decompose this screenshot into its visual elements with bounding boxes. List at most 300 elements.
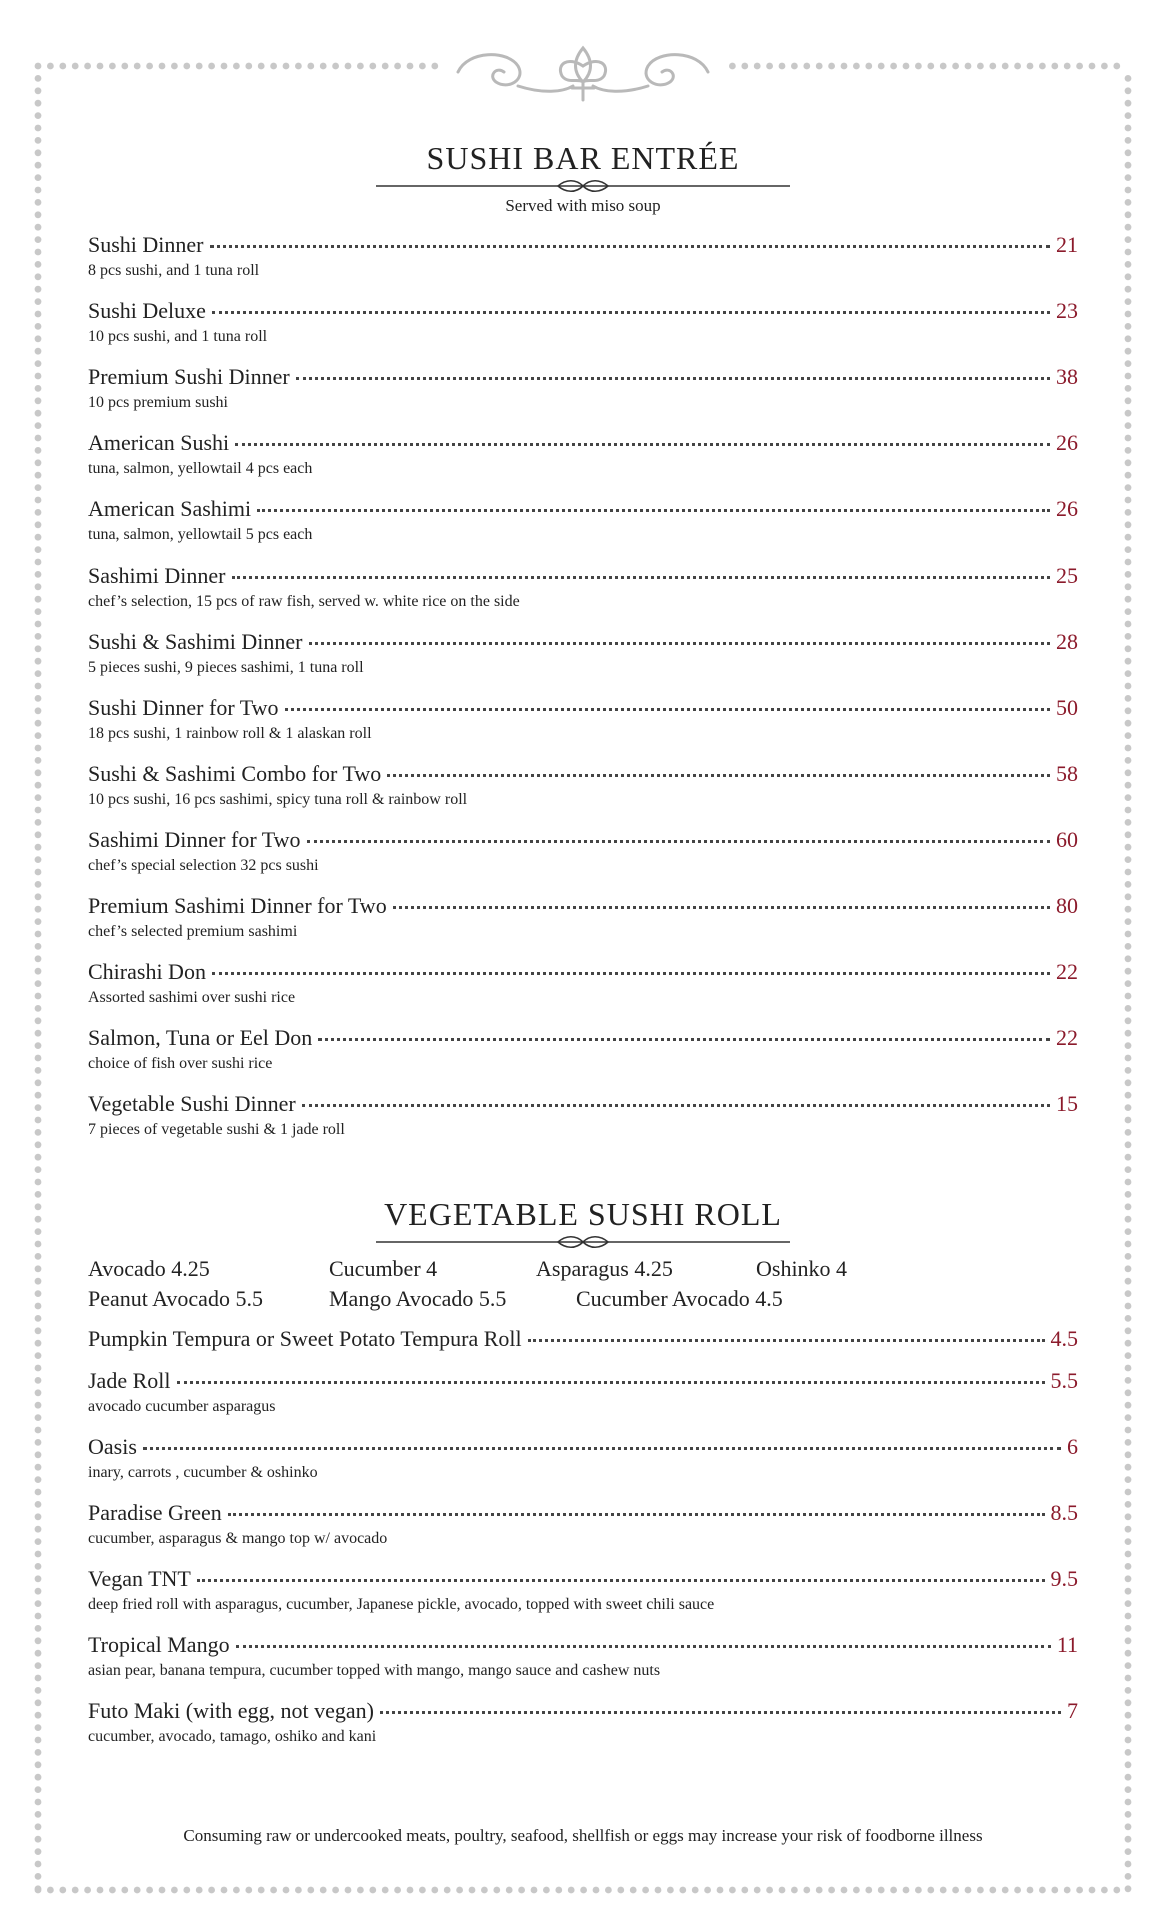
border-dot — [1125, 298, 1132, 305]
border-dot — [134, 1887, 141, 1894]
border-dot — [1125, 422, 1132, 429]
menu-item — [88, 1500, 1078, 1548]
border-dot — [729, 1887, 736, 1894]
border-dot — [1064, 63, 1071, 70]
border-dot — [35, 472, 42, 479]
border-dot — [1125, 1414, 1132, 1421]
border-dot — [469, 1887, 476, 1894]
border-dot — [35, 968, 42, 975]
menu-item-name: Tropical Mango — [88, 1632, 230, 1657]
menu-item-price: 21 — [1056, 232, 1078, 257]
menu-item-description: choice of fish over sushi rice — [88, 1055, 273, 1073]
border-dot — [1125, 1104, 1132, 1111]
border-dot — [1125, 918, 1132, 925]
border-dot — [1125, 149, 1132, 156]
menu-item-name: Sushi Dinner — [88, 232, 204, 257]
border-dot — [1125, 931, 1132, 938]
border-dot — [1125, 1563, 1132, 1570]
border-dot — [1125, 1761, 1132, 1768]
border-dot — [1125, 559, 1132, 566]
border-dot — [1125, 1811, 1132, 1818]
border-dot — [1125, 683, 1132, 690]
border-dot — [717, 1887, 724, 1894]
border-dot — [1125, 993, 1132, 1000]
border-dot — [1125, 1216, 1132, 1223]
menu-item-name: Futo Maki (with egg, not vegan) — [88, 1698, 374, 1723]
border-dot — [121, 63, 128, 70]
border-dot — [1125, 1129, 1132, 1136]
menu-item — [88, 1091, 1078, 1139]
title-divider-rule — [376, 1235, 790, 1249]
border-dot — [35, 1513, 42, 1520]
border-dot — [35, 1476, 42, 1483]
border-dot — [35, 807, 42, 814]
border-dot — [35, 993, 42, 1000]
veg-simple-roll: Oshinko 4 — [756, 1256, 848, 1281]
menu-item-name: American Sashimi — [88, 496, 252, 522]
border-dot — [1125, 943, 1132, 950]
menu-item-line — [88, 496, 1078, 524]
menu-item-price: 50 — [1056, 694, 1078, 720]
border-dot — [35, 1501, 42, 1508]
border-dot — [1027, 63, 1034, 70]
border-dot — [1125, 1575, 1132, 1582]
border-dot — [1125, 757, 1132, 764]
border-dot — [1125, 621, 1132, 628]
border-dot — [1051, 1887, 1058, 1894]
dot-leader — [380, 1709, 1061, 1714]
border-dot — [35, 720, 42, 727]
border-dot — [35, 1724, 42, 1731]
border-dot — [208, 1887, 215, 1894]
border-dot — [989, 1887, 996, 1894]
border-dot — [35, 1092, 42, 1099]
border-dot — [977, 1887, 984, 1894]
menu-item-description: 8 pcs sushi, and 1 tuna roll — [88, 262, 260, 279]
menu-item-line — [88, 1368, 1078, 1396]
border-dot — [1125, 323, 1132, 330]
dot-leader — [212, 970, 1050, 975]
dot-leader — [296, 375, 1050, 380]
border-dot — [1113, 1887, 1120, 1894]
border-dot — [35, 1290, 42, 1297]
dot-leader — [235, 441, 1050, 446]
border-dot — [35, 1637, 42, 1644]
border-dot — [1125, 769, 1132, 776]
border-dot — [617, 1887, 624, 1894]
menu-item-line — [88, 893, 1078, 921]
border-dot — [35, 137, 42, 144]
menu-item-name: American Sushi — [88, 430, 230, 456]
border-dot — [35, 447, 42, 454]
border-dot — [1125, 633, 1132, 640]
border-dot — [35, 521, 42, 528]
border-dot — [543, 1887, 550, 1894]
border-dot — [196, 1887, 203, 1894]
border-dot — [47, 1887, 54, 1894]
menu-item-price: 22 — [1056, 1025, 1078, 1051]
border-dot — [1125, 112, 1132, 119]
border-dot — [35, 373, 42, 380]
menu-item-name: Paradise Green — [88, 1500, 222, 1525]
border-dot — [183, 1887, 190, 1894]
border-dot — [952, 63, 959, 70]
border-dot — [35, 1427, 42, 1434]
border-dot — [1125, 583, 1132, 590]
border-dot — [146, 1887, 153, 1894]
border-dot — [1125, 1055, 1132, 1062]
menu-item-price: 7 — [1067, 1698, 1078, 1723]
border-dot — [1125, 955, 1132, 962]
menu-item-description: chef’s selected premium sashimi — [88, 923, 298, 940]
border-dot — [1101, 1887, 1108, 1894]
veg-simple-roll: Asparagus 4.25 — [536, 1256, 673, 1281]
border-dot — [345, 1887, 352, 1894]
menu-item-description: 5 pieces sushi, 9 pieces sashimi, 1 tuna roll — [88, 658, 364, 676]
dot-leader — [307, 838, 1050, 843]
veg-simple-roll: Cucumber Avocado 4.5 — [576, 1286, 783, 1311]
menu-item-price: 28 — [1056, 628, 1078, 654]
menu-item-description: cucumber, asparagus & mango top w/ avocado — [88, 1530, 388, 1547]
border-dot — [35, 1873, 42, 1880]
border-dot — [35, 224, 42, 231]
menu-item-name: Sushi Dinner for Two — [88, 694, 279, 720]
border-dot — [283, 1887, 290, 1894]
border-dot — [35, 633, 42, 640]
border-dot — [952, 1887, 959, 1894]
border-dot — [35, 348, 42, 355]
border-dot — [35, 1129, 42, 1136]
border-dot — [679, 1887, 686, 1894]
border-dot — [35, 187, 42, 194]
border-dot — [97, 63, 104, 70]
border-dot — [1125, 1526, 1132, 1533]
border-dot — [1125, 348, 1132, 355]
border-dot — [1125, 534, 1132, 541]
border-dot — [1125, 1402, 1132, 1409]
border-dot — [828, 1887, 835, 1894]
border-dot — [1125, 1737, 1132, 1744]
menu-item-description: Assorted sashimi over sushi rice — [88, 989, 296, 1007]
border-dot — [1125, 286, 1132, 293]
border-dot — [35, 484, 42, 491]
border-dot — [1125, 732, 1132, 739]
border-dot — [754, 1887, 761, 1894]
border-dot — [841, 1887, 848, 1894]
border-dot — [1125, 1712, 1132, 1719]
border-dot — [779, 63, 786, 70]
border-dot — [183, 63, 190, 70]
border-dot — [35, 782, 42, 789]
border-dot — [741, 63, 748, 70]
menu-item — [88, 1698, 1078, 1746]
border-dot — [1125, 199, 1132, 206]
veg-simple-roll: Avocado 4.25 — [88, 1256, 210, 1281]
border-dot — [1125, 1315, 1132, 1322]
border-dot — [357, 63, 364, 70]
border-dot — [506, 1887, 513, 1894]
border-dot — [35, 1340, 42, 1347]
border-dot — [1089, 63, 1096, 70]
border-dot — [431, 63, 438, 70]
border-dot — [1125, 187, 1132, 194]
menu-item-description: 10 pcs sushi, and 1 tuna roll — [88, 328, 268, 346]
border-dot — [1125, 373, 1132, 380]
border-dot — [35, 1067, 42, 1074]
border-dot — [35, 1489, 42, 1496]
border-dot — [1125, 968, 1132, 975]
border-dot — [35, 534, 42, 541]
border-dot — [1125, 1687, 1132, 1694]
menu-item-description: 7 pieces of vegetable sushi & 1 jade roll — [88, 1121, 345, 1139]
border-dot — [35, 732, 42, 739]
border-dot — [989, 63, 996, 70]
border-dot — [493, 1887, 500, 1894]
border-dot — [35, 1265, 42, 1272]
border-dot — [35, 943, 42, 950]
border-dot — [1125, 125, 1132, 132]
border-dot — [345, 63, 352, 70]
border-dot — [35, 869, 42, 876]
border-dot — [35, 249, 42, 256]
border-dot — [35, 125, 42, 132]
border-dot — [35, 397, 42, 404]
border-dot — [1125, 1501, 1132, 1508]
menu-item-name: Jade Roll — [88, 1368, 171, 1393]
border-dot — [35, 794, 42, 801]
border-dot — [35, 1117, 42, 1124]
dot-leader — [257, 507, 1050, 512]
border-dot — [35, 658, 42, 665]
border-dot — [1125, 360, 1132, 367]
border-dot — [221, 63, 228, 70]
border-dot — [59, 63, 66, 70]
border-dot — [1125, 236, 1132, 243]
border-dot — [1125, 658, 1132, 665]
border-dot — [667, 1887, 674, 1894]
border-dot — [431, 1887, 438, 1894]
border-dot — [35, 1464, 42, 1471]
menu-item-name: Sushi & Sashimi Combo for Two — [88, 760, 382, 786]
border-dot — [1125, 1861, 1132, 1868]
border-dot — [35, 1538, 42, 1545]
border-dot — [35, 1203, 42, 1210]
sushi-bar-title: SUSHI BAR ENTRÉE — [426, 140, 740, 176]
border-dot — [1125, 869, 1132, 876]
border-dot — [1125, 1885, 1132, 1892]
border-dot — [1125, 385, 1132, 392]
border-dot — [35, 931, 42, 938]
border-dot — [35, 695, 42, 702]
border-dot — [382, 63, 389, 70]
border-dot — [1125, 1340, 1132, 1347]
dot-leader — [210, 243, 1051, 248]
border-dot — [357, 1887, 364, 1894]
border-dot — [35, 546, 42, 553]
border-dot — [444, 1887, 451, 1894]
border-dot — [1125, 807, 1132, 814]
border-dot — [35, 1030, 42, 1037]
border-dot — [35, 1439, 42, 1446]
menu-item-price: 9.5 — [1050, 1566, 1078, 1591]
border-dot — [1125, 311, 1132, 318]
border-dot — [35, 360, 42, 367]
border-dot — [35, 831, 42, 838]
border-dot — [1125, 1588, 1132, 1595]
border-dot — [35, 459, 42, 466]
border-dot — [233, 63, 240, 70]
border-dot — [1125, 1451, 1132, 1458]
border-dot — [531, 1887, 538, 1894]
border-dot — [159, 63, 166, 70]
menu-item-description: chef’s special selection 32 pcs sushi — [88, 856, 319, 874]
menu-item-description: tuna, salmon, yellowtail 4 pcs each — [88, 460, 313, 478]
dot-leader — [302, 1102, 1050, 1107]
border-dot — [35, 298, 42, 305]
border-dot — [903, 63, 910, 70]
border-dot — [35, 1005, 42, 1012]
dot-leader — [212, 309, 1050, 314]
menu-item-line — [88, 1326, 1078, 1354]
border-dot — [1125, 645, 1132, 652]
border-dot — [1125, 509, 1132, 516]
menu-item-description: 10 pcs premium sushi — [88, 394, 228, 412]
border-dot — [35, 422, 42, 429]
border-dot — [35, 323, 42, 330]
border-dot — [1125, 1873, 1132, 1880]
border-dot — [903, 1887, 910, 1894]
border-dot — [35, 1141, 42, 1148]
menu-item-line — [88, 298, 1078, 326]
border-dot — [35, 1017, 42, 1024]
border-dot — [320, 63, 327, 70]
menu-item — [88, 893, 1078, 941]
border-dot — [295, 1887, 302, 1894]
border-dot — [35, 509, 42, 516]
menu-item-price: 11 — [1056, 1632, 1078, 1657]
border-dot — [35, 769, 42, 776]
border-dot — [1014, 1887, 1021, 1894]
menu-item — [88, 563, 1078, 611]
border-dot — [35, 980, 42, 987]
border-dot — [35, 410, 42, 417]
border-dot — [568, 1887, 575, 1894]
menu-item-price: 4.5 — [1050, 1326, 1078, 1351]
border-dot — [642, 1887, 649, 1894]
menu-item-description: tuna, salmon, yellowtail 5 pcs each — [88, 526, 313, 544]
dot-leader — [387, 772, 1050, 777]
border-dot — [35, 273, 42, 280]
menu-item-price: 8.5 — [1050, 1500, 1078, 1525]
menu-item-line — [88, 1632, 1078, 1660]
border-dot — [927, 63, 934, 70]
border-dot — [35, 1737, 42, 1744]
menu-item-line — [88, 563, 1078, 591]
border-dot — [35, 1848, 42, 1855]
border-dot — [1125, 1303, 1132, 1310]
border-dot — [270, 1887, 277, 1894]
border-dot — [940, 1887, 947, 1894]
border-dot — [84, 1887, 91, 1894]
menu-item — [88, 1326, 1078, 1354]
border-dot — [419, 63, 426, 70]
border-dot — [394, 63, 401, 70]
border-dot — [35, 1079, 42, 1086]
border-dot — [853, 1887, 860, 1894]
border-dot — [1125, 435, 1132, 442]
menu-item-price: 6 — [1067, 1434, 1078, 1459]
menu-item-price: 22 — [1056, 959, 1078, 985]
border-dot — [35, 1699, 42, 1706]
border-dot — [1125, 1476, 1132, 1483]
border-dot — [580, 1887, 587, 1894]
border-dot — [754, 63, 761, 70]
border-dot — [816, 63, 823, 70]
border-dot — [332, 63, 339, 70]
menu-item-description: deep fried roll with asparagus, cucumber, Japanese pickle, avocado, topped with sweet chili sauce — [88, 1596, 715, 1613]
border-dot — [283, 63, 290, 70]
border-dot — [1125, 1625, 1132, 1632]
border-dot — [307, 63, 314, 70]
border-dot — [1125, 1489, 1132, 1496]
border-dot — [791, 1887, 798, 1894]
border-dot — [196, 63, 203, 70]
border-dot — [605, 1887, 612, 1894]
border-dot — [803, 63, 810, 70]
border-dot — [35, 286, 42, 293]
border-dot — [704, 1887, 711, 1894]
border-dot — [35, 1613, 42, 1620]
border-dot — [1125, 844, 1132, 851]
menu-item — [88, 1368, 1078, 1416]
dot-leader — [309, 640, 1050, 645]
border-dot — [35, 955, 42, 962]
menu-item — [88, 364, 1078, 412]
fleur-de-lis-ornament-icon — [448, 42, 718, 104]
border-dot — [320, 1887, 327, 1894]
border-dot — [1125, 1699, 1132, 1706]
border-dot — [1113, 63, 1120, 70]
border-dot — [35, 1625, 42, 1632]
border-dot — [766, 1887, 773, 1894]
border-dot — [555, 1887, 562, 1894]
menu-item-line — [88, 1025, 1078, 1053]
border-dot — [407, 1887, 414, 1894]
dot-leader — [143, 1445, 1061, 1450]
border-dot — [593, 1887, 600, 1894]
border-dot — [35, 707, 42, 714]
border-dot — [1125, 893, 1132, 900]
menu-item-name: Vegan TNT — [88, 1566, 191, 1591]
menu-item — [88, 298, 1078, 346]
border-dot — [35, 559, 42, 566]
border-dot — [35, 1526, 42, 1533]
menu-item-price: 23 — [1056, 298, 1078, 324]
border-dot — [35, 199, 42, 206]
border-dot — [1125, 1650, 1132, 1657]
border-dot — [878, 63, 885, 70]
border-dot — [1125, 1241, 1132, 1248]
border-dot — [1027, 1887, 1034, 1894]
border-dot — [35, 856, 42, 863]
border-dot — [1125, 695, 1132, 702]
menu-item — [88, 232, 1078, 280]
menu-item-name: Pumpkin Tempura or Sweet Potato Tempura Roll — [88, 1326, 522, 1351]
border-dot — [1125, 745, 1132, 752]
border-dot — [109, 1887, 116, 1894]
border-dot — [965, 1887, 972, 1894]
border-dot — [35, 1402, 42, 1409]
